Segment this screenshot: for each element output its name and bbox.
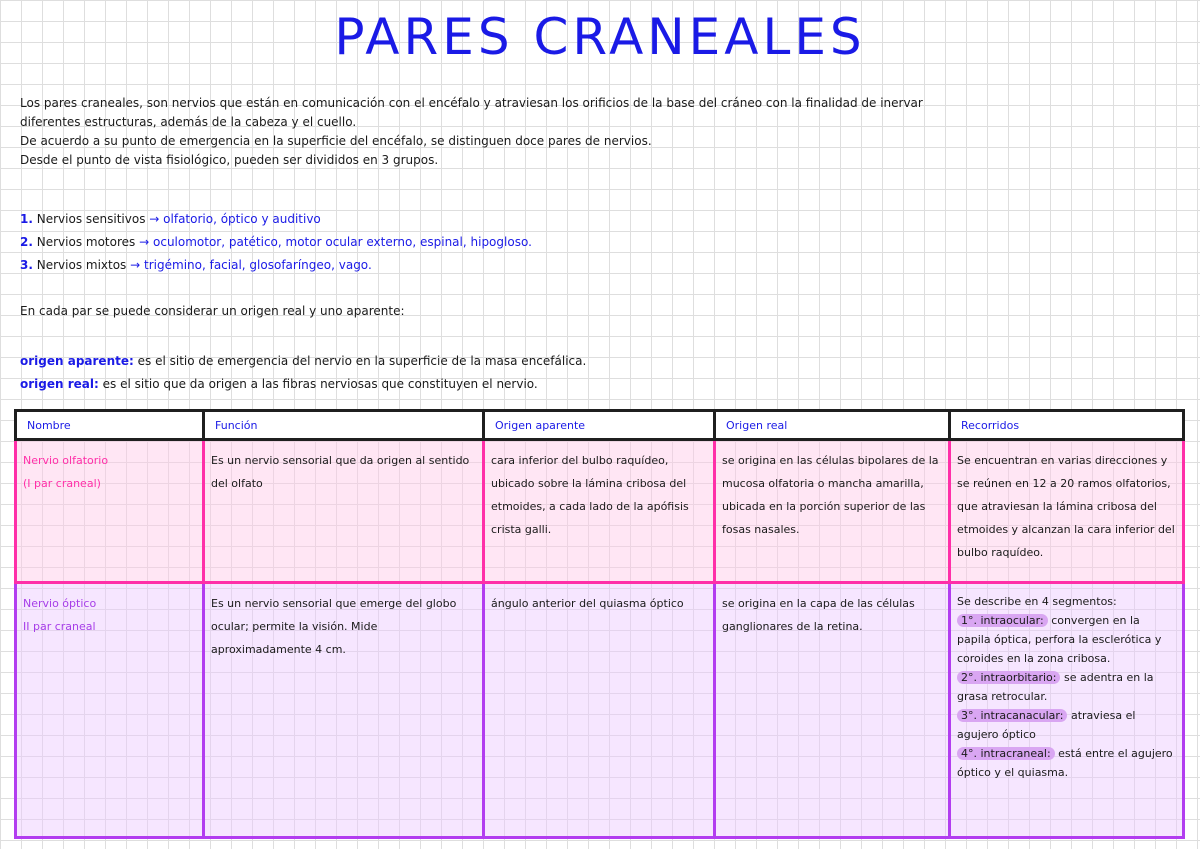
group-item [20, 231, 532, 254]
group-items: oculomotor, patético, motor ocular externo, espinal, hipogloso. [153, 235, 532, 249]
intro-line: Los pares craneales, son nervios que están en comunicación con el encéfalo y atraviesan los orificios de la base del cráneo con la finalidad de inervar [20, 96, 923, 110]
intro-line: Desde el punto de vista fisiológico, pueden ser divididos en 3 grupos. [20, 153, 439, 167]
arrow-icon: → [139, 235, 150, 249]
column-header: Función [204, 411, 484, 440]
nerve-name: Nervio olfatorio [23, 454, 109, 467]
table-row [16, 440, 1184, 583]
definition-text: es el sitio que da origen a las fibras nerviosas que constituyen el nervio. [102, 377, 538, 391]
cell-origen-aparente: ángulo anterior del quiasma óptico [484, 583, 715, 838]
cell-origen-real: se origina en las células bipolares de la mucosa olfatoria o mancha amarilla, ubicada en la porción superior de las fosas nasales. [715, 440, 950, 583]
segment-label: 2°. intraorbitario: [957, 671, 1060, 684]
nerve-groups-list [20, 208, 532, 277]
column-header: Origen aparente [484, 411, 715, 440]
cranial-nerves-table [14, 409, 1185, 839]
group-number: 3. [20, 258, 33, 272]
group-number: 1. [20, 212, 33, 226]
group-label: Nervios sensitivos [36, 212, 146, 226]
group-item [20, 254, 532, 277]
cell-recorridos: Se encuentran en varias direcciones y se reúnen en 12 a 20 ramos olfatorios, que atraviesan la lámina cribosa del etmoides y alcanzan la cara inferior del bulbo raquídeo. [950, 440, 1184, 583]
definition-text: es el sitio de emergencia del nervio en la superficie de la masa encefálica. [137, 354, 587, 368]
nerve-number: II par craneal [23, 620, 96, 633]
arrow-icon: → [149, 212, 160, 226]
definition-real [20, 373, 586, 396]
segment-text: convergen en la papila óptica, perfora la esclerótica y coroides en la zona cribosa. [957, 614, 1162, 665]
segment-text: atraviesa el agujero óptico [957, 709, 1136, 741]
group-label: Nervios mixtos [36, 258, 127, 272]
group-items: trigémino, facial, glosofaríngeo, vago. [144, 258, 372, 272]
column-header: Nombre [16, 411, 204, 440]
nerve-number: (I par craneal) [23, 477, 101, 490]
group-item [20, 208, 532, 231]
segment-item [957, 744, 1176, 782]
cell-origen-real: se origina en la capa de las células ganglionares de la retina. [715, 583, 950, 838]
definition-aparente [20, 350, 586, 373]
table-row [16, 583, 1184, 838]
nerve-name: Nervio óptico [23, 597, 97, 610]
column-header: Origen real [715, 411, 950, 440]
segment-item [957, 706, 1176, 744]
definition-label: origen aparente: [20, 354, 134, 368]
origin-definitions [20, 350, 586, 396]
segment-label: 4°. intracraneal: [957, 747, 1055, 760]
segments-intro: Se describe en 4 segmentos: [957, 595, 1117, 608]
cell-recorridos [950, 583, 1184, 838]
group-items: olfatorio, óptico y auditivo [163, 212, 321, 226]
segment-item [957, 668, 1176, 706]
origin-intro: En cada par se puede considerar un origen real y uno aparente: [20, 304, 405, 318]
segment-label: 1°. intraocular: [957, 614, 1048, 627]
cell-origen-aparente: cara inferior del bulbo raquídeo, ubicado sobre la lámina cribosa del etmoides, a cada lado de la apófisis crista galli. [484, 440, 715, 583]
cell-nombre [16, 583, 204, 838]
arrow-icon: → [130, 258, 141, 272]
segment-label: 3°. intracanacular: [957, 709, 1067, 722]
cell-funcion: Es un nervio sensorial que emerge del globo ocular; permite la visión. Mide aproximadamente 4 cm. [204, 583, 484, 838]
group-number: 2. [20, 235, 33, 249]
intro-paragraph [20, 94, 1180, 170]
column-header: Recorridos [950, 411, 1184, 440]
segment-item [957, 611, 1176, 668]
segment-text: se adentra en la grasa retrocular. [957, 671, 1154, 703]
segment-text: está entre el agujero óptico y el quiasma. [957, 747, 1173, 779]
cell-funcion: Es un nervio sensorial que da origen al sentido del olfato [204, 440, 484, 583]
definition-label: origen real: [20, 377, 99, 391]
intro-line: De acuerdo a su punto de emergencia en la superficie del encéfalo, se distinguen doce pares de nervios. [20, 134, 652, 148]
intro-line: diferentes estructuras, además de la cabeza y el cuello. [20, 115, 357, 129]
page-title: PARES CRANEALES [334, 8, 866, 66]
cell-nombre [16, 440, 204, 583]
group-label: Nervios motores [36, 235, 136, 249]
table-header-row [16, 411, 1184, 440]
